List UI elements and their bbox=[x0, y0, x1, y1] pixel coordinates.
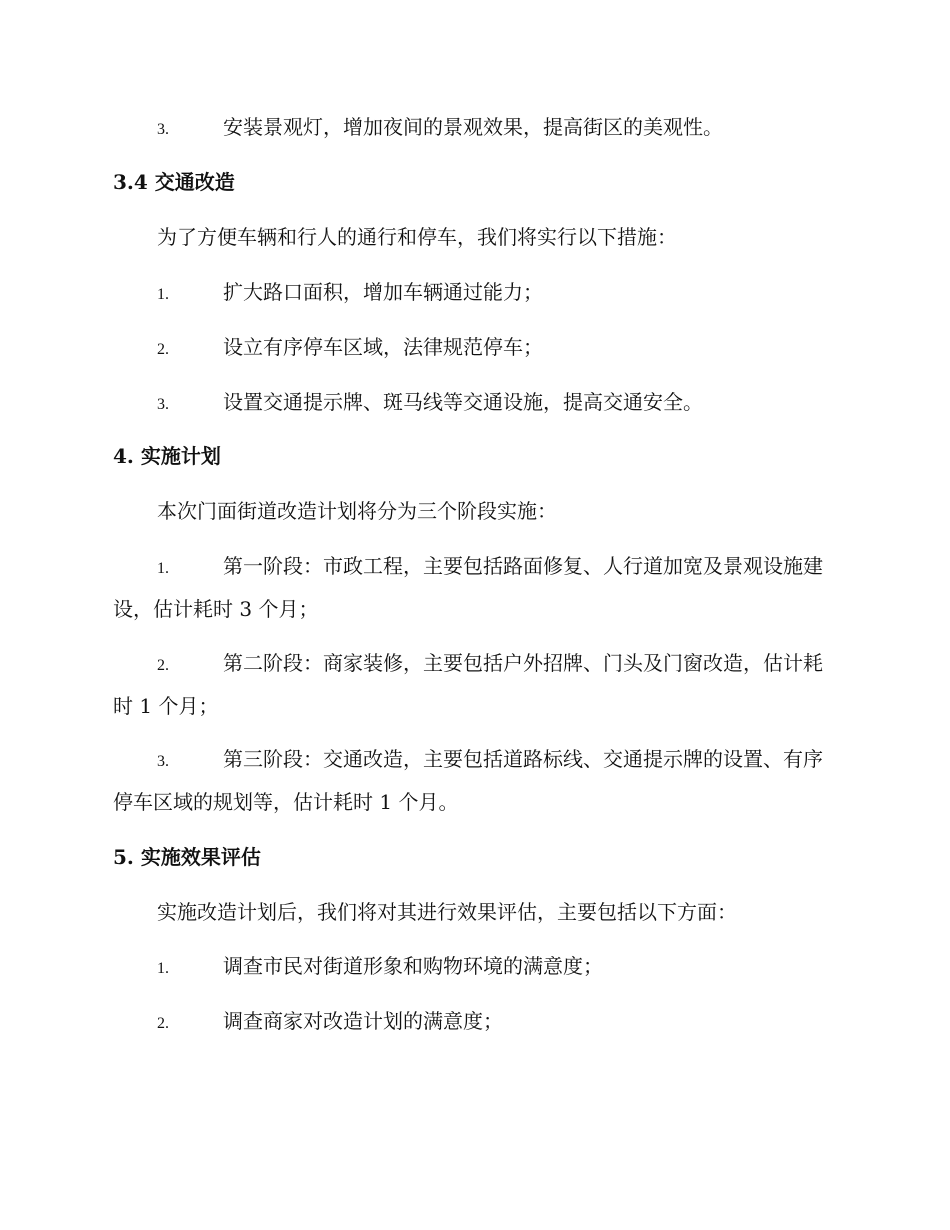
list-item bbox=[113, 1001, 833, 1044]
list-number: 2. bbox=[157, 341, 169, 358]
list-text: 安装景观灯，增加夜间的景观效果，提高街区的美观性。 bbox=[223, 115, 723, 139]
list-number: 2. bbox=[157, 657, 169, 674]
list-number: 1. bbox=[157, 286, 169, 303]
list-number: 1. bbox=[157, 560, 169, 577]
list-text: 第一阶段：市政工程，主要包括路面修复、人行道加宽及景观设施建设，估计耗时 3 个月； bbox=[113, 554, 823, 621]
list-text: 扩大路口面积，增加车辆通过能力； bbox=[223, 280, 543, 304]
section-heading: 3.4 交通改造 bbox=[113, 170, 235, 194]
list-item bbox=[113, 643, 833, 726]
list-text: 调查商家对改造计划的满意度； bbox=[223, 1009, 503, 1033]
list-item bbox=[113, 382, 833, 425]
list-item bbox=[113, 739, 833, 822]
list-number: 3. bbox=[157, 753, 169, 770]
list-item bbox=[113, 272, 833, 315]
list-item bbox=[113, 327, 833, 370]
list-number: 1. bbox=[157, 960, 169, 977]
list-number: 3. bbox=[157, 396, 169, 413]
list-number: 3. bbox=[157, 121, 169, 138]
list-text: 第二阶段：商家装修，主要包括户外招牌、门头及门窗改造，估计耗时 1 个月； bbox=[113, 651, 823, 718]
section-heading: 5. 实施效果评估 bbox=[113, 845, 261, 869]
paragraph: 本次门面街道改造计划将分为三个阶段实施： bbox=[157, 499, 557, 523]
paragraph: 为了方便车辆和行人的通行和停车，我们将实行以下措施： bbox=[157, 225, 677, 249]
list-item bbox=[113, 107, 833, 150]
list-item bbox=[113, 546, 833, 629]
list-text: 设立有序停车区域，法律规范停车； bbox=[223, 335, 543, 359]
list-number: 2. bbox=[157, 1015, 169, 1032]
section-heading: 4. 实施计划 bbox=[113, 444, 221, 468]
list-item bbox=[113, 946, 833, 989]
list-text: 设置交通提示牌、斑马线等交通设施，提高交通安全。 bbox=[223, 390, 703, 414]
paragraph: 实施改造计划后，我们将对其进行效果评估，主要包括以下方面： bbox=[157, 900, 737, 924]
list-text: 第三阶段：交通改造，主要包括道路标线、交通提示牌的设置、有序停车区域的规划等，估计耗时 1 个月。 bbox=[113, 747, 823, 814]
list-text: 调查市民对街道形象和购物环境的满意度； bbox=[223, 954, 603, 978]
